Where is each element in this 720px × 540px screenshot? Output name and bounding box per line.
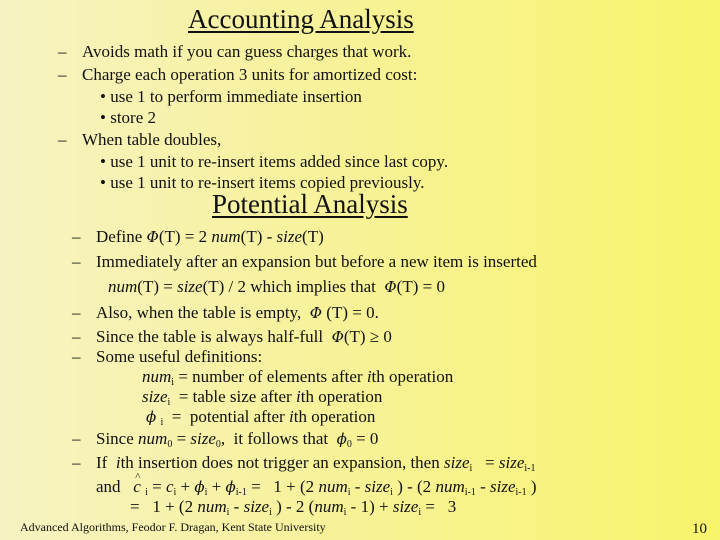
potential-bullet-empty: – Also, when the table is empty, Φ (T) = 0. — [72, 303, 379, 322]
potential-bullet-definitions: – Some useful definitions: — [72, 347, 263, 366]
definition-size: size$_i$ = table size after ith operation — [142, 387, 383, 408]
amortized-cost-equation-cont: = 1 + (2 num$_i$ - size$_i$ ) - 2 (num$_i$ - 1) + size$_i$ = 3 — [130, 497, 457, 518]
potential-bullet-define: – Define Φ(T) = 2 num(T) - size(T) — [72, 227, 324, 246]
definition-phi: ϕ $_i$ = potential after ith operation — [146, 407, 376, 428]
accounting-subbullet-3: • use 1 unit to re-insert items added since last copy. — [100, 152, 449, 171]
footer-credit: Advanced Algorithms, Feodor F. Dragan, Kent State University — [20, 520, 326, 534]
page-number: 10 — [692, 521, 707, 537]
accounting-bullet-1: – Avoids math if you can guess charges that work. — [58, 42, 412, 61]
amortized-cost-equation: and ^ c $_i = c_i + \phi_i + \phi_{i-1} = 1 + (2$ num$_i$ - size$_i$ ) - (2 num$_{i-1}$ - size$_{i-1}$ ) — [96, 476, 537, 498]
accounting-subbullet-1: • use 1 to perform immediate insertion — [100, 87, 362, 106]
definition-num: num$_i$ = number of elements after ith operation — [142, 367, 454, 388]
accounting-subbullet-4: • use 1 unit to re-insert items copied previously. — [100, 173, 425, 192]
potential-bullet-no-expansion: – If ith insertion does not trigger an expansion, then size$_i$ = size$_{i-1}$ — [72, 453, 536, 474]
accounting-bullet-2: – Charge each operation 3 units for amortized cost: — [58, 65, 418, 84]
title-accounting-analysis: Accounting Analysis — [188, 4, 414, 34]
potential-bullet-initial: – Since num$_0$ = size$_0$, it follows that $\phi_0 = 0$ — [72, 429, 379, 450]
accounting-bullet-3: – When table doubles, — [58, 130, 222, 149]
title-potential-analysis: Potential Analysis — [212, 189, 408, 219]
potential-bullet-expansion-cont: num(T) = size(T) / 2 which implies that Φ(T) = 0 — [108, 277, 445, 296]
accounting-subbullet-2: • store 2 — [100, 108, 156, 127]
potential-bullet-halffull: – Since the table is always half-full Φ(T) ≥ 0 — [72, 327, 392, 346]
potential-bullet-expansion: – Immediately after an expansion but before a new item is inserted — [72, 252, 537, 271]
